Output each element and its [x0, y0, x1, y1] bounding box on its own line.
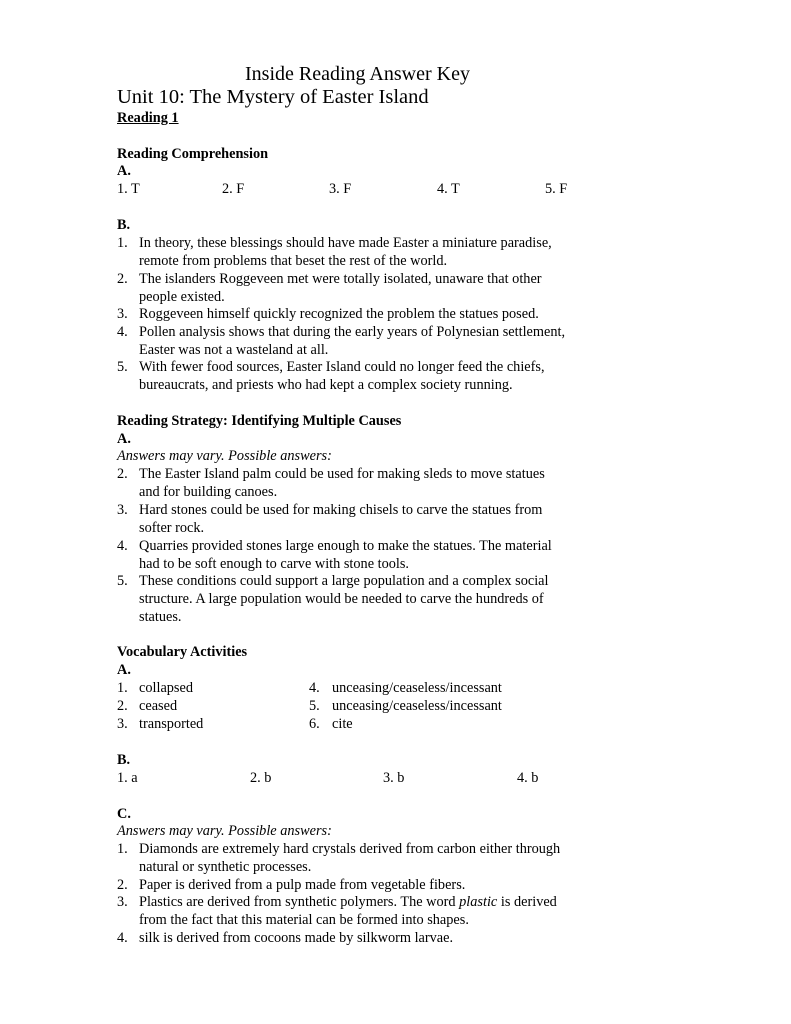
item-text-line — [139, 893, 719, 911]
answer-a-1: 1. T — [117, 181, 140, 197]
item-text: people existed. — [139, 289, 225, 305]
item-text: Pollen analysis shows that during the early years of Polynesian settlement, — [139, 324, 566, 340]
item-text: The Easter Island palm could be used for making sleds to move statues — [139, 466, 545, 482]
item-number: 4. — [117, 324, 128, 340]
item-text: Easter was not a wasteland at all. — [139, 342, 329, 358]
vocabulary-heading: Vocabulary Activities — [117, 644, 248, 660]
vocab-word: cite — [332, 716, 353, 732]
item-text: had to be soft enough to carve with stone tools. — [139, 556, 410, 572]
vocab-word: unceasing/ceaseless/incessant — [332, 698, 502, 714]
vocab-word: transported — [139, 716, 204, 732]
vocab-item-number: 3. — [117, 716, 128, 732]
answer-b-2: 2. b — [250, 770, 272, 786]
item-number: 4. — [117, 538, 128, 554]
comprehension-part-a-label: A. — [117, 163, 131, 179]
strategy-note: Answers may vary. Possible answers: — [117, 448, 332, 464]
vocabulary-part-b-label: B. — [117, 752, 131, 768]
comprehension-heading: Reading Comprehension — [117, 146, 269, 162]
item-text: Plastics are derived from synthetic polymers. The word — [139, 894, 460, 910]
strategy-part-a-label: A. — [117, 431, 131, 447]
reading-label: Reading 1 — [117, 110, 179, 126]
vocab-item-number: 4. — [309, 680, 320, 696]
vocab-word: unceasing/ceaseless/incessant — [332, 680, 502, 696]
item-text: silk is derived from cocoons made by silkworm larvae. — [139, 930, 454, 946]
item-text: Hard stones could be used for making chisels to carve the statues from — [139, 502, 543, 518]
vocab-item-number: 6. — [309, 716, 320, 732]
item-number: 1. — [117, 235, 128, 251]
item-text: Roggeveen himself quickly recognized the problem the statues posed. — [139, 306, 539, 322]
item-text: bureaucrats, and priests who had kept a complex society running. — [139, 377, 513, 393]
vocab-word: ceased — [139, 698, 178, 714]
vocab-word: collapsed — [139, 680, 193, 696]
strategy-heading: Reading Strategy: Identifying Multiple Causes — [117, 413, 402, 429]
item-text: and for building canoes. — [139, 484, 278, 500]
item-text: natural or synthetic processes. — [139, 859, 312, 875]
vocab-item-number: 5. — [309, 698, 320, 714]
comprehension-part-b-label: B. — [117, 217, 131, 233]
item-number: 5. — [117, 573, 128, 589]
answer-b-1: 1. a — [117, 770, 138, 786]
item-number: 1. — [117, 841, 128, 857]
answer-b-3: 3. b — [383, 770, 405, 786]
answer-a-5: 5. F — [545, 181, 568, 197]
item-number: 2. — [117, 877, 128, 893]
vocabulary-part-c-label: C. — [117, 806, 131, 822]
item-text: is derived — [497, 894, 557, 910]
item-text: With fewer food sources, Easter Island could no longer feed the chiefs, — [139, 359, 545, 375]
vocab-item-number: 1. — [117, 680, 128, 696]
unit-title: Unit 10: The Mystery of Easter Island — [117, 86, 429, 108]
item-number: 4. — [117, 930, 128, 946]
answer-a-4: 4. T — [437, 181, 460, 197]
document-title: Inside Reading Answer Key — [245, 63, 470, 85]
answer-b-4: 4. b — [517, 770, 539, 786]
answer-a-2: 2. F — [222, 181, 245, 197]
item-text: statues. — [139, 609, 182, 625]
emphasized-word: plastic — [459, 894, 498, 910]
item-text: These conditions could support a large population and a complex social — [139, 573, 549, 589]
item-text: Diamonds are extremely hard crystals derived from carbon either through — [139, 841, 561, 857]
item-number: 3. — [117, 894, 128, 910]
vocabulary-c-note: Answers may vary. Possible answers: — [117, 823, 332, 839]
item-number: 5. — [117, 359, 128, 375]
item-text: structure. A large population would be needed to carve the hundreds of — [139, 591, 544, 607]
answer-a-3: 3. F — [329, 181, 352, 197]
vocabulary-part-a-label: A. — [117, 662, 131, 678]
item-text: softer rock. — [139, 520, 205, 536]
item-text: The islanders Roggeveen met were totally isolated, unaware that other — [139, 271, 542, 287]
item-text: from the fact that this material can be formed into shapes. — [139, 912, 469, 928]
item-text: Paper is derived from a pulp made from vegetable fibers. — [139, 877, 466, 893]
vocab-item-number: 2. — [117, 698, 128, 714]
item-number: 2. — [117, 466, 128, 482]
item-text: remote from problems that beset the rest of the world. — [139, 253, 448, 269]
item-text: Quarries provided stones large enough to make the statues. The material — [139, 538, 552, 554]
item-number: 2. — [117, 271, 128, 287]
item-text: In theory, these blessings should have made Easter a miniature paradise, — [139, 235, 552, 251]
item-number: 3. — [117, 306, 128, 322]
item-number: 3. — [117, 502, 128, 518]
